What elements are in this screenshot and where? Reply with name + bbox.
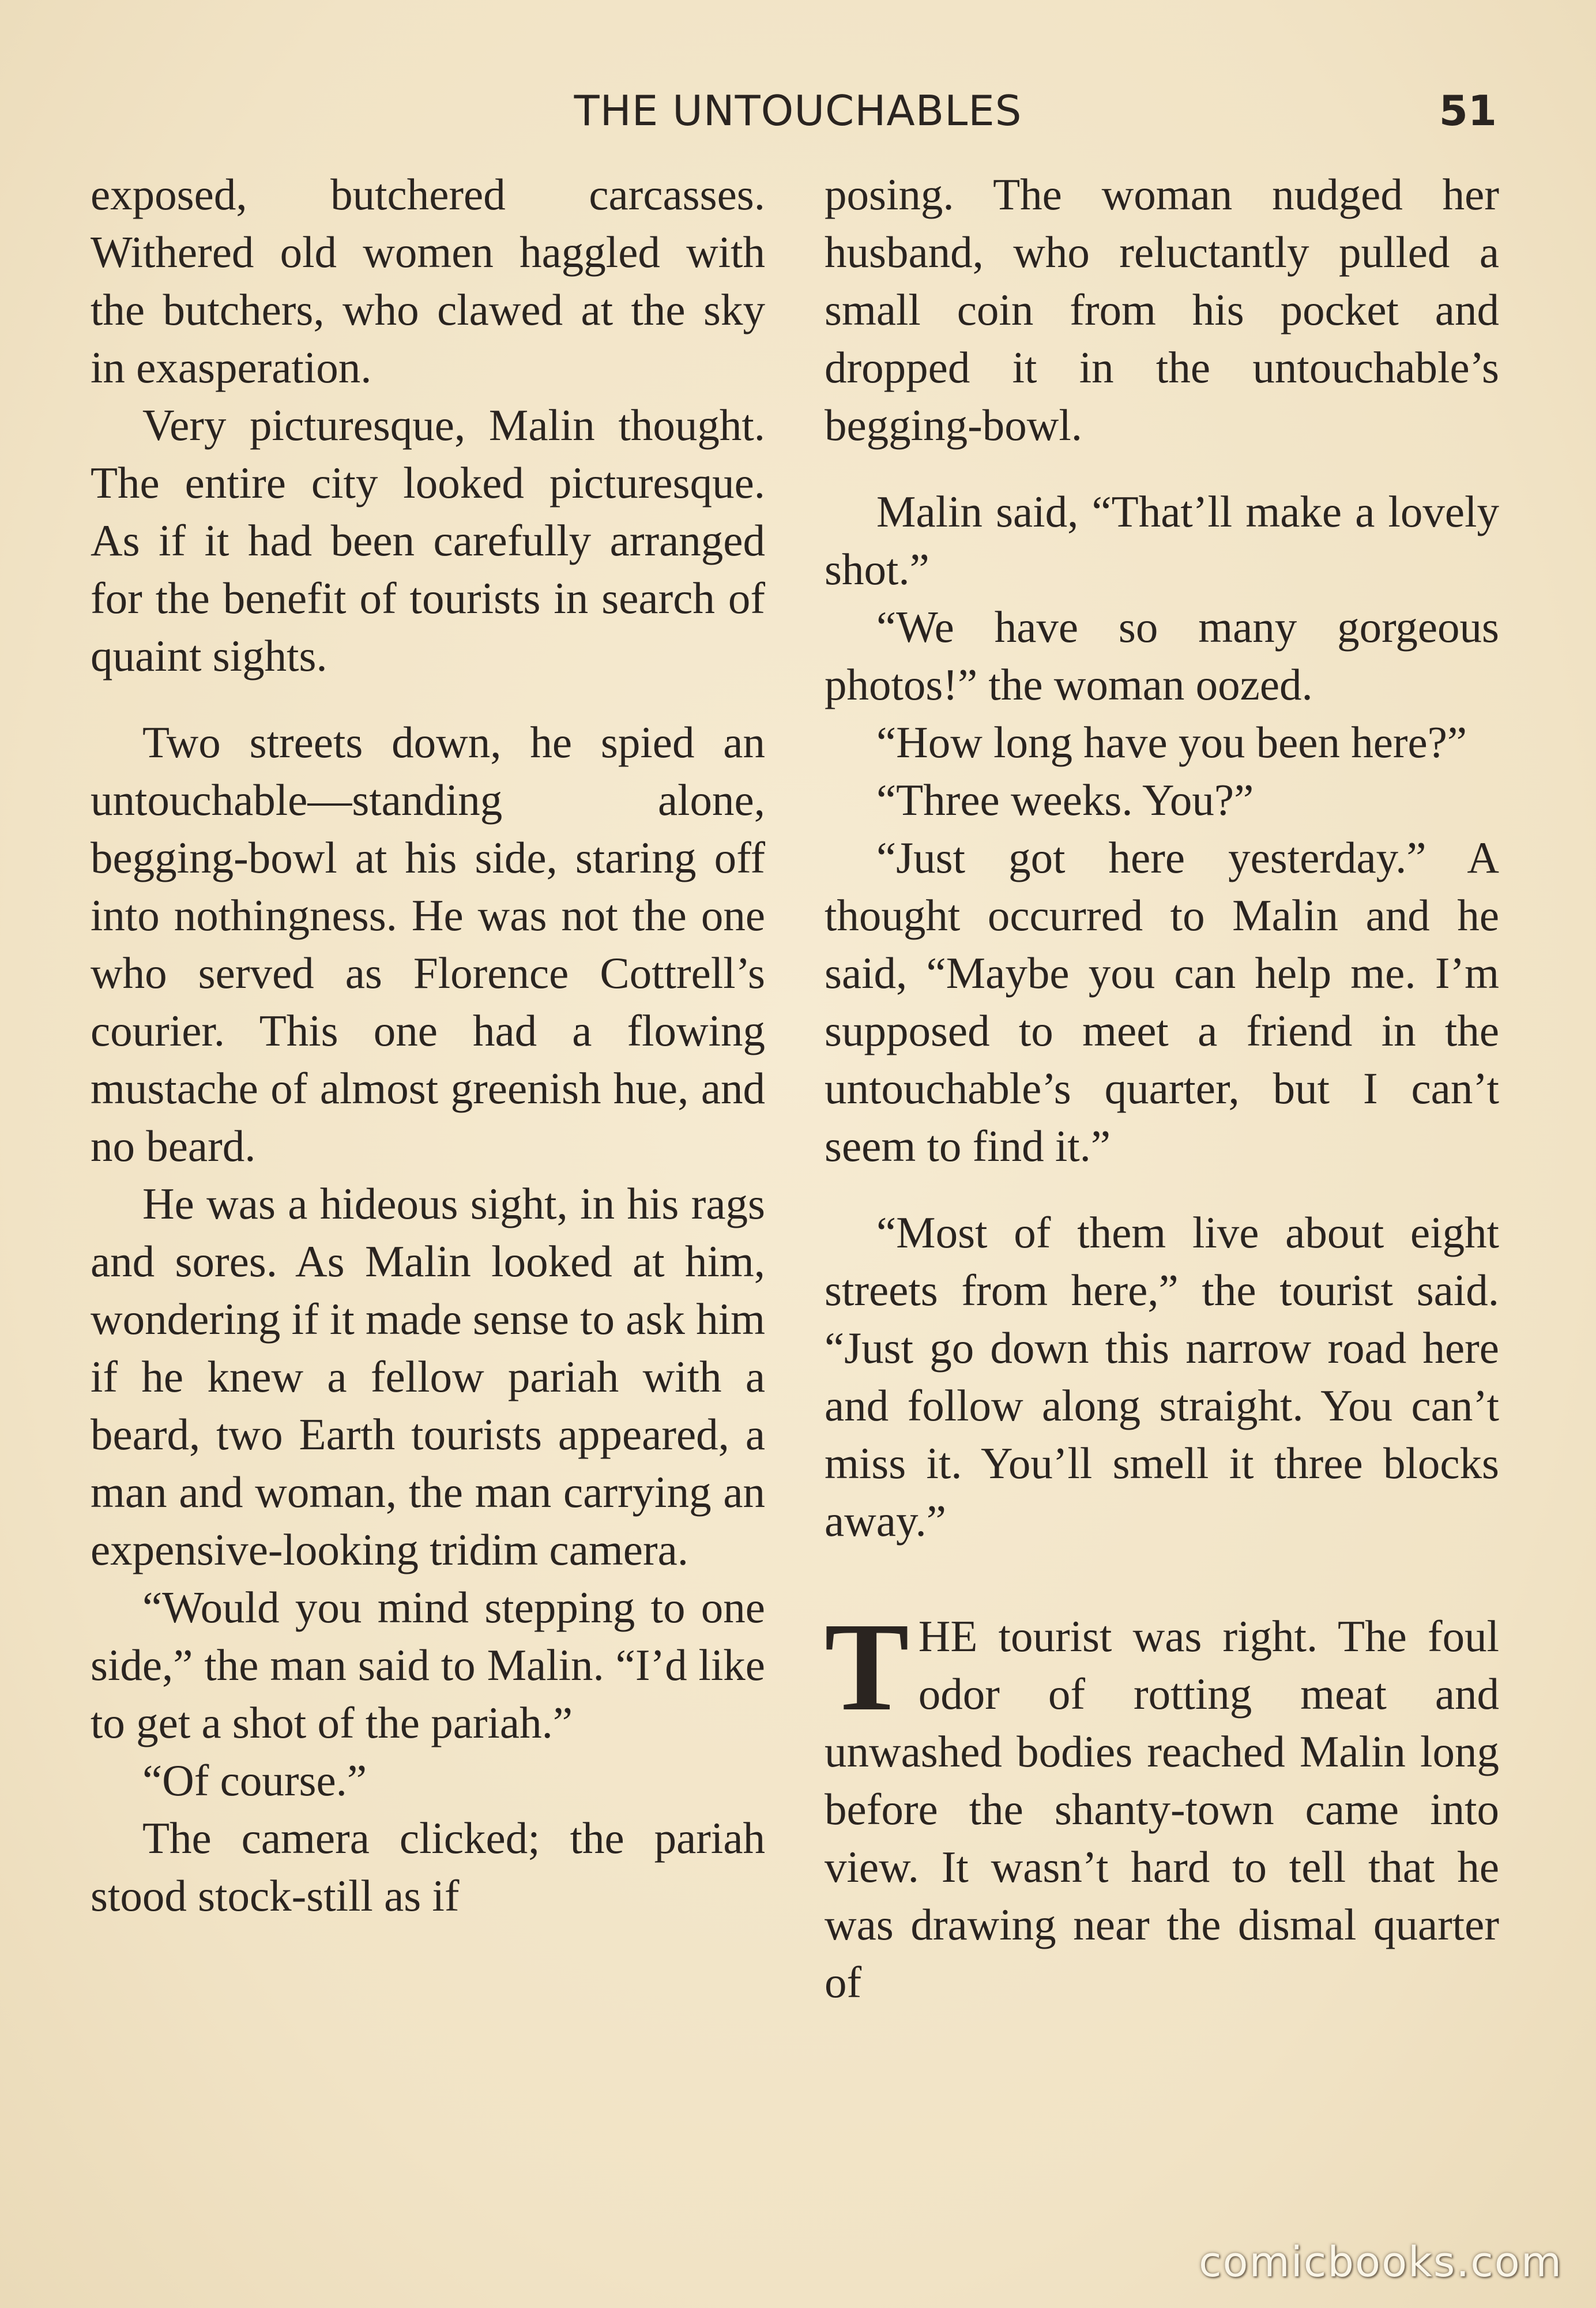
paragraph: “Most of them live about eight streets from here,” the tourist said. “Just go down this narrow road here and follow along straight. You can’t miss it. You’ll smell it three blocks away.” <box>825 1208 1499 1546</box>
paragraph: exposed, butchered carcasses. Withered old women haggled with the butchers, who clawed at the sky in exasperation. <box>91 170 765 392</box>
paragraph-text: HE tourist was right. The foul odor of rotting meat and unwashed bodies reached Malin long before the shanty-town came into view. It wasn’t hard to tell that he was drawing near the dismal quarter of <box>825 1611 1499 2007</box>
section-gap <box>825 1175 1499 1204</box>
paragraph: “Would you mind stepping to one side,” the man said to Malin. “I’d like to get a shot of the pariah.” <box>91 1582 765 1747</box>
paragraph: posing. The woman nudged her husband, who reluctantly pulled a small coin from his pocket and dropped it in the untouchable’s begging-bowl. <box>825 170 1499 450</box>
paragraph: “How long have you been here?” <box>876 717 1467 767</box>
right-column <box>825 166 1499 2011</box>
watermark: comicbooks.com <box>1198 2238 1563 2286</box>
page-number: 51 <box>1439 87 1497 135</box>
section-break <box>825 1550 1499 1607</box>
paragraph: “We have so many gorgeous photos!” the woman oozed. <box>825 602 1499 709</box>
paragraph: He was a hideous sight, in his rags and sores. As Malin looked at him, wondering if it made sense to ask him if he knew a fellow pariah with a beard, two Earth tourists appeared, a man and woman, the man carrying an expensive-looking tridim camera. <box>91 1179 765 1574</box>
section-opening-paragraph <box>825 1596 1499 2011</box>
paragraph: “Just got here yesterday.” A thought occurred to Malin and he said, “Maybe you can help me. I’m supposed to meet a friend in the untouchable’s quarter, but I can’t seem to find it.” <box>825 833 1499 1171</box>
section-gap <box>825 454 1499 483</box>
paragraph: Two streets down, he spied an untouchable—standing alone, begging-bowl at his side, staring off into nothingness. He was not the one who served as Florence Cottrell’s courier. This one had a flowing mustache of almost greenish hue, and no beard. <box>91 717 765 1171</box>
drop-cap: T <box>825 1596 909 1737</box>
paragraph: “Three weeks. You?” <box>876 775 1254 825</box>
paragraph: Malin said, “That’ll make a lovely shot.” <box>825 487 1499 594</box>
paragraph: “Of course.” <box>142 1756 367 1805</box>
running-head <box>0 87 1596 150</box>
paragraph: The camera clicked; the pariah stood stock-still as if <box>91 1813 765 1920</box>
paragraph: Very picturesque, Malin thought. The entire city looked picturesque. As if it had been carefully arranged for the benefit of tourists in search of quaint sights. <box>91 400 765 681</box>
left-column <box>91 166 765 1924</box>
running-title: THE UNTOUCHABLES <box>574 87 1022 135</box>
section-gap <box>91 685 765 713</box>
